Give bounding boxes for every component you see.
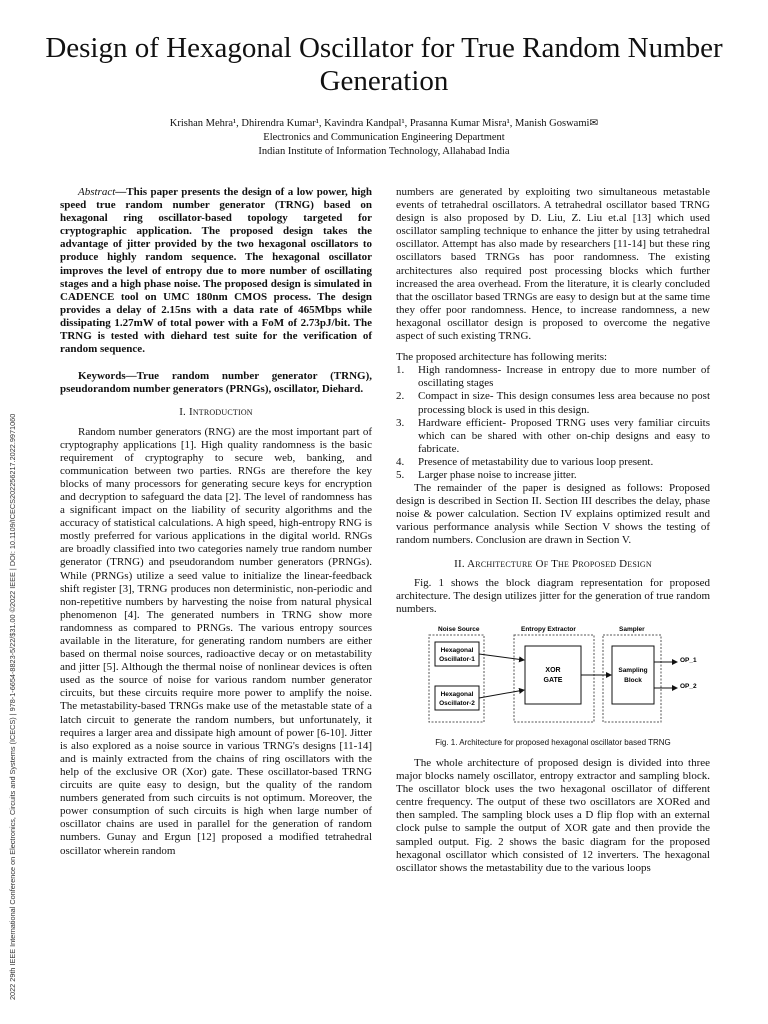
- label-noise-source: Noise Source: [438, 625, 480, 633]
- conference-sidebar: 2022 29th IEEE International Conference on Electronics, Circuits and Systems (ICECS) | 978-1-6654-8823-5/22/$31.00 ©2022 IEEE | DOI: 10.1109/ICECS202256217.2022.9971060: [8, 413, 17, 1000]
- author-block: [40, 117, 728, 159]
- sampling-block: [612, 646, 654, 704]
- institute: Indian Institute of Information Technology, Allahabad India: [258, 146, 510, 157]
- arrow-osc1-to-xor: [479, 654, 524, 660]
- list-item: 1. High randomness- Increase in entropy due to more number of oscillating stages: [396, 364, 710, 390]
- block-diagram-figure: [426, 624, 706, 726]
- merits-list: [396, 364, 710, 482]
- left-column: [60, 186, 372, 858]
- block-diagram: [426, 624, 706, 726]
- list-item: 4. Presence of metastability due to various loop present.: [396, 455, 654, 468]
- section-heading-architecture: II. Architecture Of The Proposed Design: [454, 557, 652, 570]
- keywords-text: Keywords—True random number generator (TRNG), pseudorandom number generators (PRNGs), oscillator, Diehard.: [60, 370, 372, 396]
- list-item: 5. Larger phase noise to increase jitter.: [396, 468, 577, 481]
- xor-gate-block: [525, 646, 581, 704]
- osc1-label-1: Hexagonal: [440, 646, 474, 654]
- remainder-paragraph: The remainder of the paper is designed as follows: Proposed design is described in Section II. Section III describes the delay, phase noise & power calculation. Section IV explains optimized result and various performance analysis while Section V shows the testing of random numbers. Conclusion are drawn in Section V.: [396, 482, 710, 547]
- department: Electronics and Communication Engineering Department: [263, 132, 505, 143]
- section-heading-introduction: I. Introduction: [179, 406, 253, 419]
- osc1-label-2: Oscillator-1: [439, 655, 475, 663]
- label-sampler: Sampler: [619, 625, 645, 633]
- right-column: [396, 186, 710, 875]
- abstract-label: Abstract: [78, 186, 116, 198]
- output-op1-label: OP_1: [680, 656, 697, 664]
- xor-label-1: XOR: [545, 666, 561, 674]
- arrow-osc2-to-xor: [479, 690, 524, 698]
- xor-label-2: GATE: [543, 676, 563, 684]
- merits-intro: The proposed architecture has following merits:: [396, 351, 608, 364]
- paper-title: Design of Hexagonal Oscillator for True Random Number Generation: [45, 32, 723, 97]
- author-names: Krishan Mehra¹, Dhirendra Kumar¹, Kavindra Kandpal¹, Prasanna Kumar Misra¹, Manish Goswami✉: [169, 118, 599, 129]
- output-op2-label: OP_2: [680, 682, 697, 690]
- sampling-label-2: Block: [624, 676, 642, 684]
- sampling-label-1: Sampling: [618, 666, 648, 674]
- abstract-text: —This paper presents the design of a low power, high speed true random number generator (TRNG) based on hexagonal ring oscillator-based topology targeted for cryptographic application. The proposed design takes the advantage of jitter provided by the two hexagonal oscillators to produce highly random sequence. The hexagonal oscillator improves the level of entropy due to more number of oscillating stages and a high phase noise. The proposed design is simulated in CADENCE tool on UMC 180nm CMOS process. The design provides a delay of 2.15ns with a data rate of 465Mbps while dissipating 1.27mW of total power with a FoM of 2.73pJ/bit. The TRNG is tested with diehard test suite for the verification of random sequence.: [60, 186, 372, 356]
- architecture-paragraph: The whole architecture of proposed design is divided into three major blocks namely oscillator, entropy extractor and sampling block. The oscillator block uses the two hexagonal oscillator of different centre frequency. The output of these two oscillators are XORed and then sampled. The sampling block uses a D flip flop with an external clock pulse to sample the output of XOR gate and then provide the sampled output. Fig. 2 shows the basic diagram for the proposed hexagonal oscillator which consisted of 12 inverters. The hexagonal oscillator shows the metastability due to the various loops: [396, 757, 710, 874]
- osc2-label-1: Hexagonal: [440, 690, 474, 698]
- abstract: [60, 186, 372, 356]
- figure-caption: Fig. 1. Architecture for proposed hexagonal oscillator based TRNG: [435, 737, 671, 747]
- intro-paragraph: Random number generators (RNG) are the most important part of cryptography applications [1]. High quality randomness is the basic requirement of cryptography to secure web, banking, and communication between two parties. RNGs are therefore the key blocks of many processors for generating secure keys for encryption and decryption to safeguard the data [2]. The level of randomness has a significant impact on the liability of security algorithms and the accuracy of statistical calculations. A high speed, high-entropy RNG is mostly preferred for various applications in the digital world. RNGs are broadly classified into two categories namely true random number generator (TRNG) and pseudorandom number generators (PRNGs). While (PRNGs) utilize a seed value to initialize the linear-feedback shift register [3], TRNG produces non deterministic, non-periodic and non-repetitive numbers by harvesting the noise from natural physical phenomenon [4]. The generated numbers in TRNG show more randomness as compared to PRNGs. The various entropy sources available in the literature, for generating random numbers are either based on thermal noise sources, radioactive decay or on metastability and jitter [5]. Although the thermal noise of nonlinear devices is often used as the source of noise for various random number generator circuits, but these circuits require more power to amplify the noise. The metastability-based TRNGs make use of the metastable state of a latch circuit to generate the random numbers, but unfortunately, it requires a larger area and dissipate high amount of power [6-10]. Jitter is also explored as a noise source in various TRNG's designs [11-14] and is mainly extracted from the chains of ring oscillators with the help of the exclusive OR (Xor) gate. These oscillator-based TRNG circuits are quite easy to design, but the quality of the random numbers generated from such circuits is not optimum. Moreover, the power consumption of such circuits is high when large number of oscillator chains are used in parallel for the generation of random numbers. Gunay and Ergun [12] proposed a modified tetrahedral oscillator wherein random: [60, 425, 372, 857]
- figure-intro-paragraph: Fig. 1 shows the block diagram representation for proposed architecture. The design utilizes jitter for the generation of true random numbers.: [396, 576, 710, 615]
- osc2-label-2: Oscillator-2: [439, 699, 475, 707]
- right-paragraph-1: numbers are generated by exploiting two simultaneous metastable events of tetrahedral oscillators. A tetrahedral oscillator based TRNG design is also proposed by D. Liu, Z. Liu et.al [13] which used oscillator sampling technique to enhance the jitter by using tetrahedral oscillator. Attempt has also made by researchers [11-14] but these ring oscillators based TRNGs has poor randomness. The existing architectures also required post processing blocks which further increased the area overhead. From the literature, it is clearly concluded that the oscillator based TRNGs are easy to design but at the same time they offer poor randomness. Hence, to increase randomness, a new hexagonal oscillator design is proposed to overcome the negative aspect of such existing TRNG.: [396, 186, 710, 343]
- label-entropy-extractor: Entropy Extractor: [521, 625, 576, 633]
- list-item: 2. Compact in size- This design consumes less area because no post processing block is used in this design.: [396, 390, 710, 416]
- list-item: 3. Hardware efficient- Proposed TRNG uses very familiar circuits which can be shared with other on-chip designs and easy to fabricate.: [396, 416, 710, 455]
- keywords: [60, 370, 372, 396]
